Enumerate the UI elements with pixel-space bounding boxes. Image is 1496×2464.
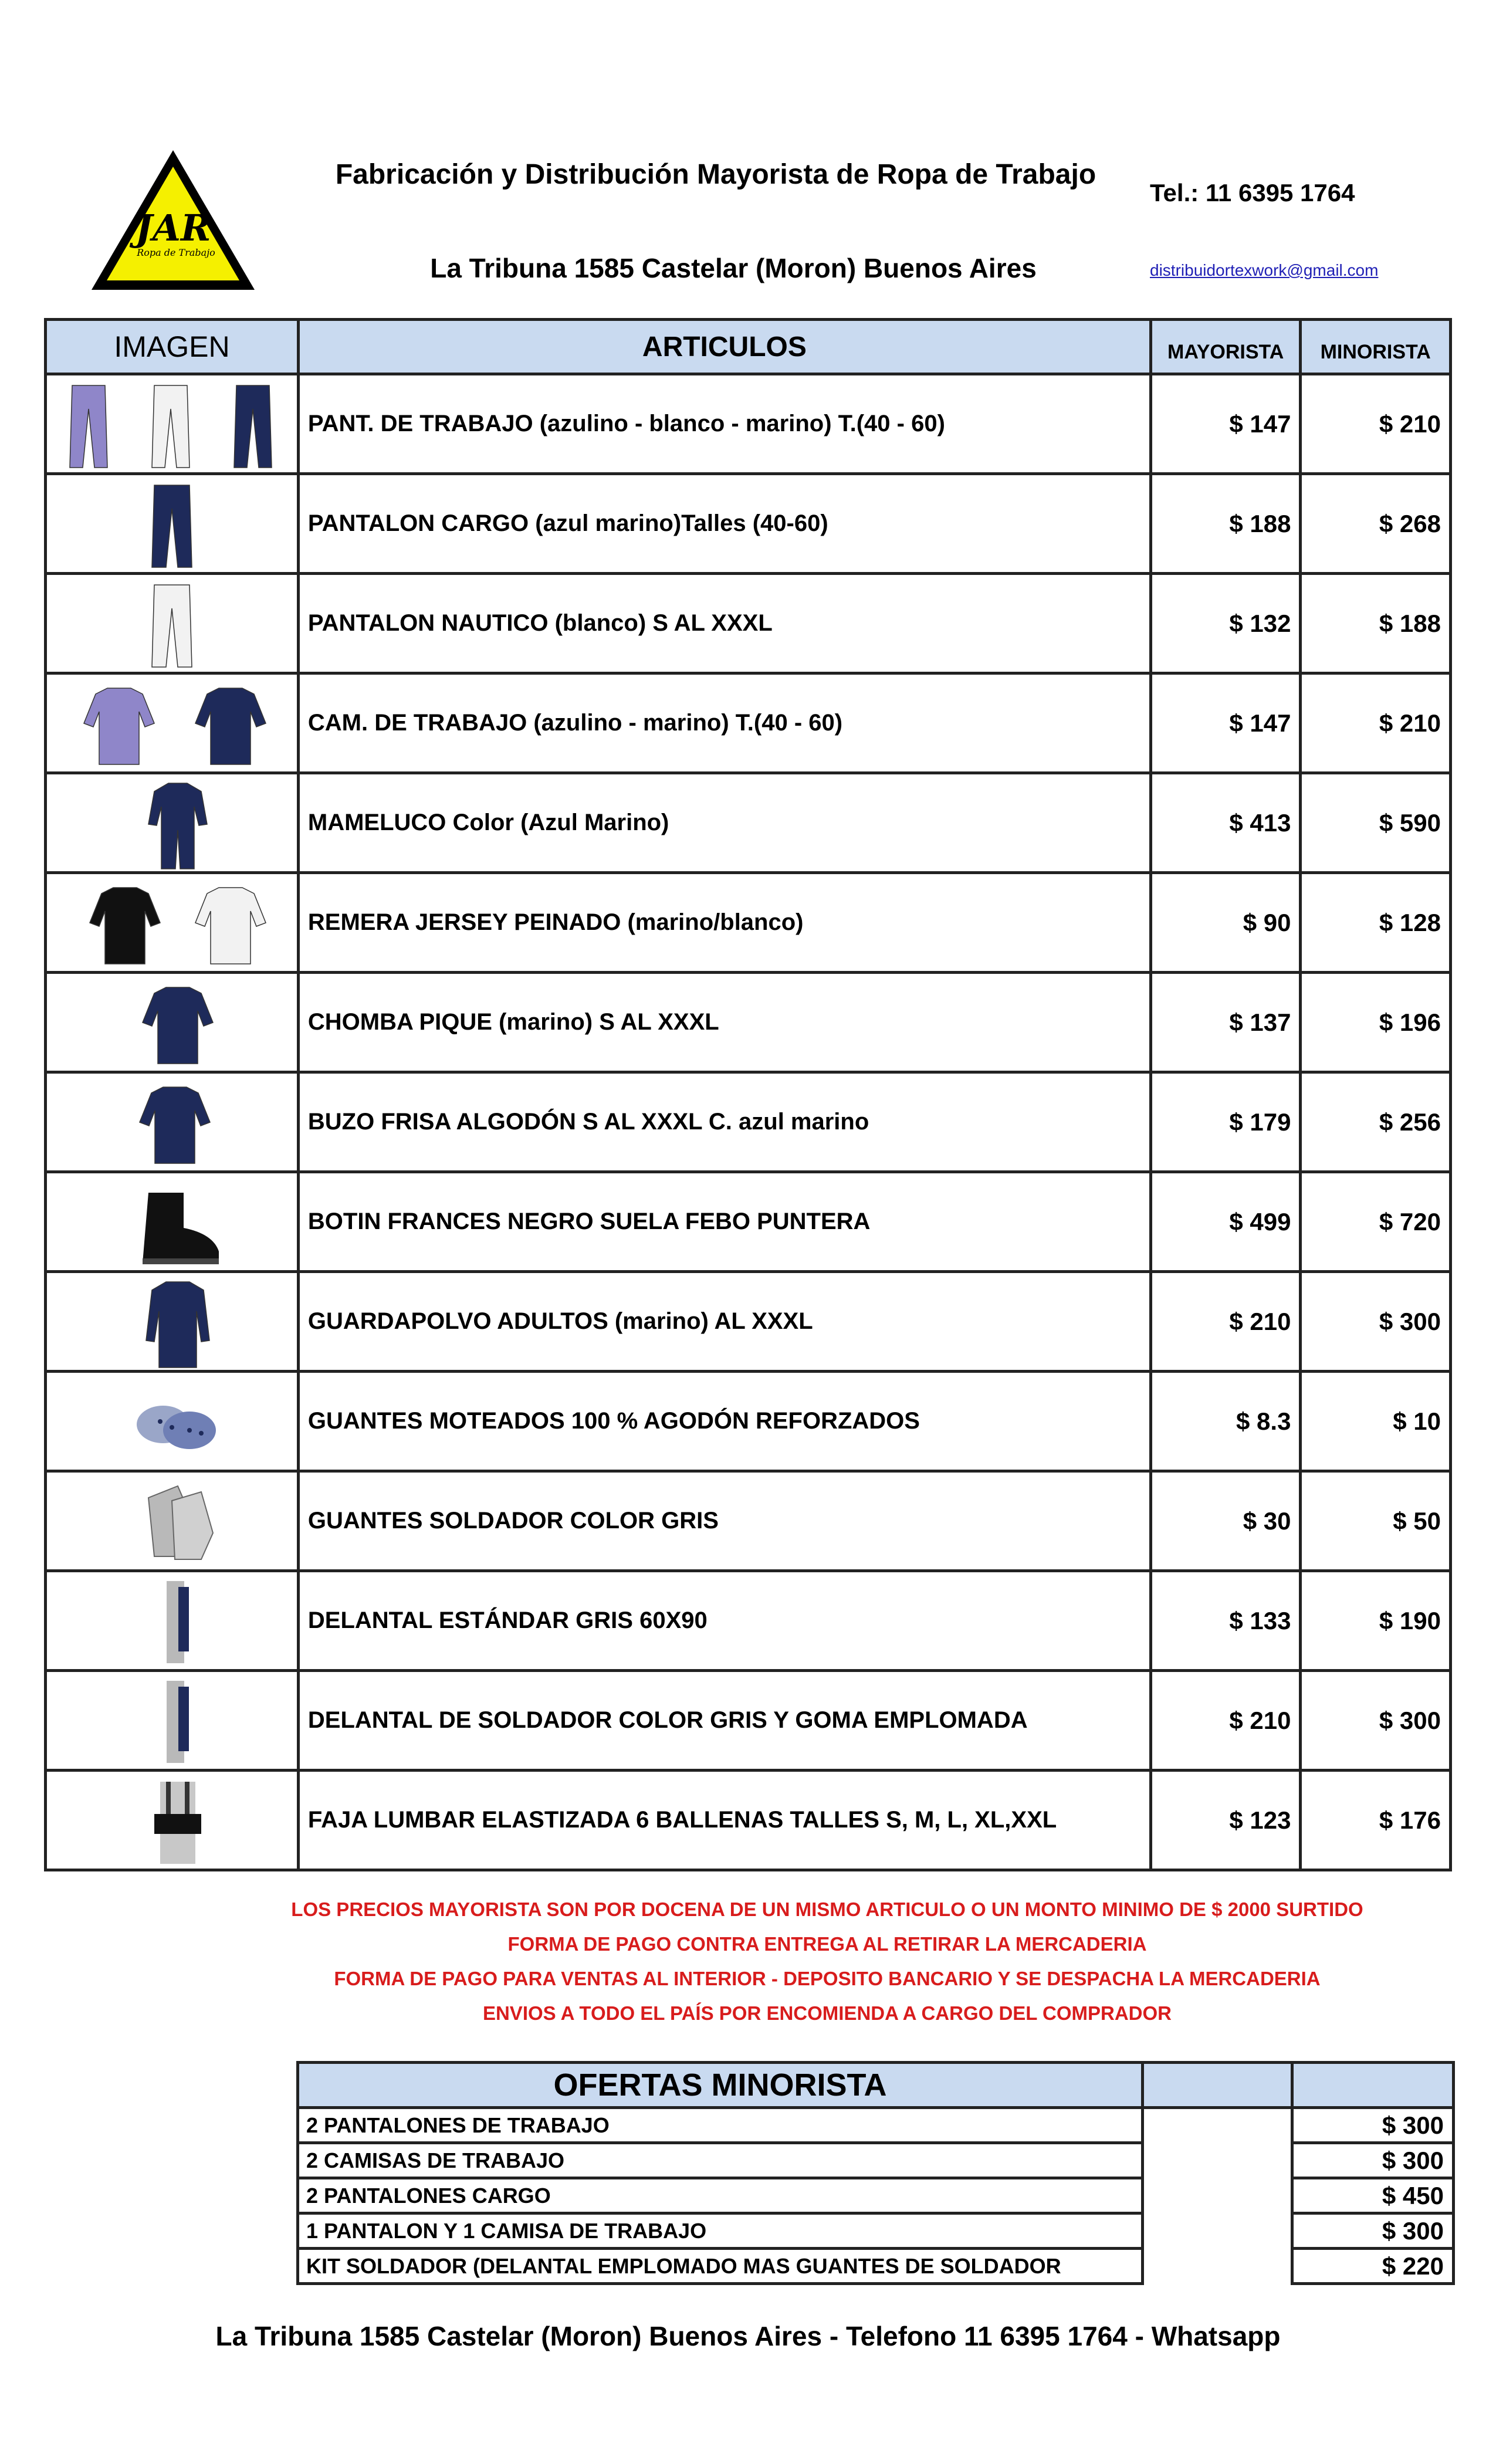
retail-price: $ 188 <box>1301 574 1451 673</box>
offer-name: 1 PANTALON Y 1 CAMISA DE TRABAJO <box>298 2213 1143 2249</box>
work-shirt-icon <box>49 676 295 770</box>
product-name: REMERA JERSEY PEINADO (marino/blanco) <box>298 873 1150 973</box>
offer-row <box>298 2178 1454 2213</box>
wholesale-price: $ 147 <box>1150 673 1301 773</box>
product-image-cell <box>46 773 299 873</box>
product-image-cell <box>46 1571 299 1671</box>
offers-title: OFERTAS MINORISTA <box>298 2063 1143 2108</box>
offer-price: $ 220 <box>1292 2249 1454 2284</box>
product-row <box>46 973 1451 1072</box>
wholesale-price: $ 90 <box>1150 873 1301 973</box>
col-header-retail: MINORISTA <box>1301 320 1451 374</box>
logo-subtext: Ropa de Trabajo <box>137 247 215 258</box>
note-line: ENVIOS A TODO EL PAÍS POR ENCOMIENDA A CARGO DEL COMPRADOR <box>482 2002 1172 2024</box>
product-name: GUARDAPOLVO ADULTOS (marino) AL XXXL <box>298 1272 1150 1372</box>
sweatshirt-icon <box>49 1075 295 1169</box>
retail-price: $ 300 <box>1301 1272 1451 1372</box>
offers-table <box>296 2061 1455 2285</box>
wholesale-price: $ 210 <box>1150 1671 1301 1771</box>
boot-icon <box>49 1175 295 1269</box>
retail-price: $ 210 <box>1301 374 1451 474</box>
product-row <box>46 1671 1451 1771</box>
wholesale-price: $ 123 <box>1150 1771 1301 1870</box>
product-row <box>46 574 1451 673</box>
retail-price: $ 50 <box>1301 1471 1451 1571</box>
header-email-link[interactable]: distribuidortexwork@gmail.com <box>1150 261 1379 279</box>
product-name: MAMELUCO Color (Azul Marino) <box>298 773 1150 873</box>
retail-price: $ 590 <box>1301 773 1451 873</box>
tshirt-icon <box>49 876 295 970</box>
product-name: PANT. DE TRABAJO (azulino - blanco - marino) T.(40 - 60) <box>298 374 1150 474</box>
offer-row <box>298 2108 1454 2143</box>
wholesale-price: $ 499 <box>1150 1172 1301 1272</box>
welding-gloves-icon <box>49 1474 295 1568</box>
retail-price: $ 128 <box>1301 873 1451 973</box>
col-header-image: IMAGEN <box>46 320 299 374</box>
wholesale-price: $ 413 <box>1150 773 1301 873</box>
retail-price: $ 256 <box>1301 1072 1451 1172</box>
work-pants-icon <box>49 377 295 471</box>
wholesale-price: $ 188 <box>1150 474 1301 574</box>
wholesale-price: $ 210 <box>1150 1272 1301 1372</box>
product-image-cell <box>46 873 299 973</box>
cargo-pants-icon <box>49 477 295 571</box>
product-name: BOTIN FRANCES NEGRO SUELA FEBO PUNTERA <box>298 1172 1150 1272</box>
offer-name: 2 CAMISAS DE TRABAJO <box>298 2143 1143 2178</box>
retail-price: $ 300 <box>1301 1671 1451 1771</box>
offer-row <box>298 2143 1454 2178</box>
product-row <box>46 1471 1451 1571</box>
product-image-cell <box>46 1771 299 1870</box>
product-name: PANTALON NAUTICO (blanco) S AL XXXL <box>298 574 1150 673</box>
col-header-wholesale: MAYORISTA <box>1150 320 1301 374</box>
product-image-cell <box>46 574 299 673</box>
products-table <box>44 318 1452 1871</box>
offers-title-fill <box>1143 2063 1292 2108</box>
offer-price: $ 300 <box>1292 2213 1454 2249</box>
wholesale-price: $ 147 <box>1150 374 1301 474</box>
product-row <box>46 1172 1451 1272</box>
offer-price: $ 300 <box>1292 2143 1454 2178</box>
logo-text: JAR <box>135 207 211 249</box>
retail-price: $ 268 <box>1301 474 1451 574</box>
wholesale-price: $ 30 <box>1150 1471 1301 1571</box>
offer-gap <box>1143 2178 1292 2213</box>
product-row <box>46 1072 1451 1172</box>
wholesale-price: $ 137 <box>1150 973 1301 1072</box>
retail-price: $ 196 <box>1301 973 1451 1072</box>
product-name: CHOMBA PIQUE (marino) S AL XXXL <box>298 973 1150 1072</box>
polo-shirt-icon <box>49 976 295 1069</box>
product-row <box>46 873 1451 973</box>
header-phone: Tel.: 11 6395 1764 <box>1150 179 1355 207</box>
conditions-notes <box>246 1892 1408 2030</box>
offers-title-fill <box>1292 2063 1454 2108</box>
coverall-icon <box>49 776 295 870</box>
product-name: PANTALON CARGO (azul marino)Talles (40-60) <box>298 474 1150 574</box>
wholesale-price: $ 132 <box>1150 574 1301 673</box>
offer-row <box>298 2213 1454 2249</box>
product-image-cell <box>46 374 299 474</box>
offer-gap <box>1143 2213 1292 2249</box>
product-row <box>46 1272 1451 1372</box>
product-image-cell <box>46 1172 299 1272</box>
product-name: FAJA LUMBAR ELASTIZADA 6 BALLENAS TALLES S, M, L, XL,XXL <box>298 1771 1150 1870</box>
lab-coat-icon <box>49 1275 295 1369</box>
wholesale-price: $ 133 <box>1150 1571 1301 1671</box>
note-line: FORMA DE PAGO CONTRA ENTREGA AL RETIRAR LA MERCADERIA <box>507 1933 1147 1955</box>
offer-price: $ 450 <box>1292 2178 1454 2213</box>
offer-gap <box>1143 2143 1292 2178</box>
retail-price: $ 210 <box>1301 673 1451 773</box>
offer-name: 2 PANTALONES DE TRABAJO <box>298 2108 1143 2143</box>
product-name: DELANTAL ESTÁNDAR GRIS 60X90 <box>298 1571 1150 1671</box>
product-image-cell <box>46 973 299 1072</box>
retail-price: $ 176 <box>1301 1771 1451 1870</box>
product-image-cell <box>46 1072 299 1172</box>
product-image-cell <box>46 474 299 574</box>
col-header-article: ARTICULOS <box>298 320 1150 374</box>
retail-price: $ 10 <box>1301 1372 1451 1471</box>
product-name: GUANTES MOTEADOS 100 % AGODÓN REFORZADOS <box>298 1372 1150 1471</box>
product-row <box>46 673 1451 773</box>
product-image-cell <box>46 673 299 773</box>
offer-name: 2 PANTALONES CARGO <box>298 2178 1143 2213</box>
product-row <box>46 1372 1451 1471</box>
product-row <box>46 773 1451 873</box>
products-header-row <box>46 320 1451 374</box>
product-image-cell <box>46 1272 299 1372</box>
product-row <box>46 474 1451 574</box>
footer-contact: La Tribuna 1585 Castelar (Moron) Buenos Aires - Telefono 11 6395 1764 - Whatsapp <box>215 2321 1281 2351</box>
wholesale-price: $ 179 <box>1150 1072 1301 1172</box>
header-address: La Tribuna 1585 Castelar (Moron) Buenos Aires <box>430 253 1037 283</box>
offer-price: $ 300 <box>1292 2108 1454 2143</box>
offer-gap <box>1143 2108 1292 2143</box>
retail-price: $ 190 <box>1301 1571 1451 1671</box>
offer-row <box>298 2249 1454 2284</box>
lumbar-belt-icon <box>49 1773 295 1867</box>
offer-name: KIT SOLDADOR (DELANTAL EMPLOMADO MAS GUANTES DE SOLDADOR <box>298 2249 1143 2284</box>
note-line: LOS PRECIOS MAYORISTA SON POR DOCENA DE UN MISMO ARTICULO O UN MONTO MINIMO DE $ 2000 SURTIDO <box>291 1898 1363 1920</box>
retail-price: $ 720 <box>1301 1172 1451 1272</box>
product-name: GUANTES SOLDADOR COLOR GRIS <box>298 1471 1150 1571</box>
offer-gap <box>1143 2249 1292 2284</box>
welder-apron-icon <box>49 1674 295 1768</box>
wholesale-price: $ 8.3 <box>1150 1372 1301 1471</box>
apron-icon <box>49 1574 295 1668</box>
product-name: CAM. DE TRABAJO (azulino - marino) T.(40 - 60) <box>298 673 1150 773</box>
product-image-cell <box>46 1471 299 1571</box>
product-image-cell <box>46 1372 299 1471</box>
product-row <box>46 1571 1451 1671</box>
product-name: BUZO FRISA ALGODÓN S AL XXXL C. azul marino <box>298 1072 1150 1172</box>
product-row <box>46 374 1451 474</box>
product-name: DELANTAL DE SOLDADOR COLOR GRIS Y GOMA EMPLOMADA <box>298 1671 1150 1771</box>
note-line: FORMA DE PAGO PARA VENTAS AL INTERIOR - DEPOSITO BANCARIO Y SE DESPACHA LA MERCADERIA <box>334 1968 1321 1989</box>
product-image-cell <box>46 1671 299 1771</box>
jar-logo <box>88 147 258 293</box>
dotted-gloves-icon <box>49 1375 295 1468</box>
white-pants-icon <box>49 577 295 671</box>
header-title: Fabricación y Distribución Mayorista de Ropa de Trabajo <box>335 159 1096 190</box>
product-row <box>46 1771 1451 1870</box>
